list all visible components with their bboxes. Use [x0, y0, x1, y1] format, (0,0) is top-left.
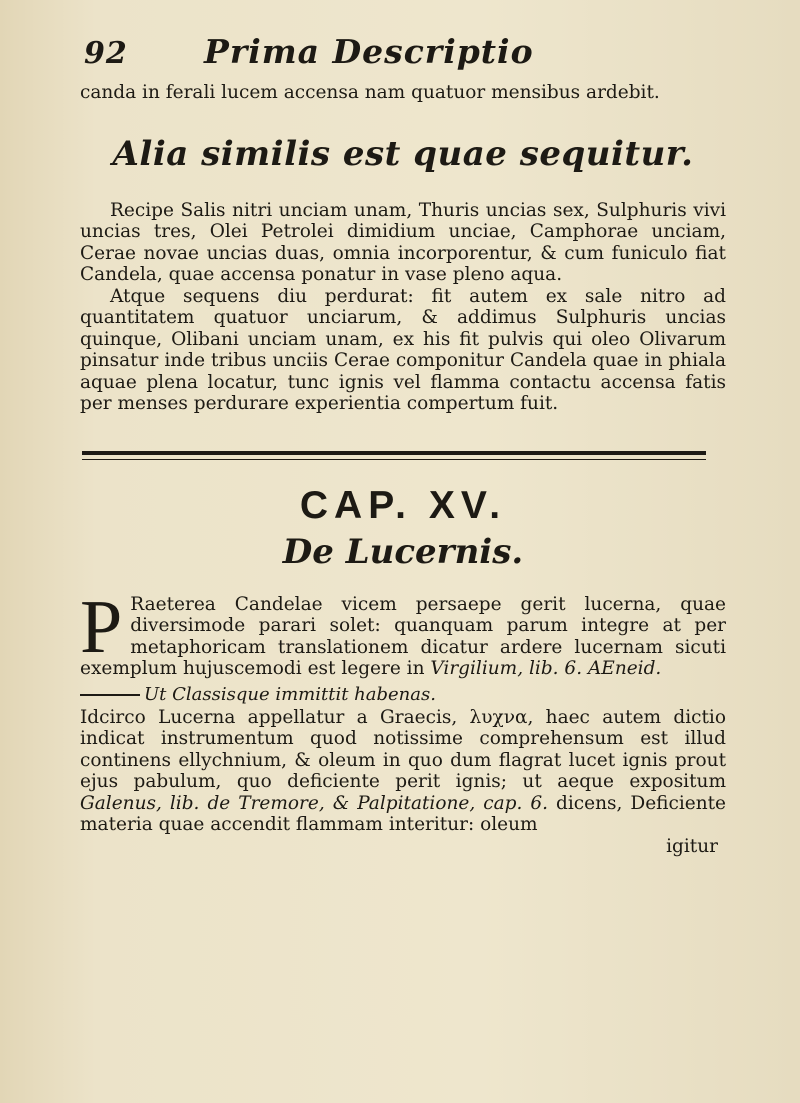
- chapter-rule-thick: [82, 451, 706, 455]
- chapter-title: De Lucernis.: [282, 531, 524, 572]
- verse-text: Ut Classisque immittit habenas.: [144, 683, 436, 705]
- chapter-number: CAP. XV.: [299, 483, 507, 527]
- intro-paragraph: canda in ferali lucem accensa nam quatuor mensibus ardebit.: [80, 82, 660, 103]
- body-paragraph-1-text: Raeterea Candelae vicem persaepe gerit lucerna, quae diversimode parari solet: quanquam parum integre at per metaphoricam translationem dicatur ardere lucernam sicuti exemplum hujuscemodi est legere in: [80, 593, 726, 679]
- verse-dash: [80, 694, 140, 696]
- recipe-paragraph-2: Atque sequens diu perdurat: fit autem ex sale nitro ad quantitatem quatuor unciarum, & addimus Sulphuris uncias quinque, Olibani unciam unam, ex his fit pulvis qui oleo Olivarum pinsatur inde tribus unciis Cerae componitur Candela quae in phiala aquae plena locatur, tunc ignis vel flamma contactu accensa fatis per menses perdurare experientia compertum fuit.: [80, 285, 726, 414]
- running-title: Prima Descriptio: [204, 32, 534, 71]
- subheading: Alia similis est quae sequitur.: [112, 133, 694, 174]
- catchword: igitur: [666, 835, 718, 857]
- body-paragraph-1: [80, 584, 726, 680]
- chapter-rule-thin: [82, 459, 706, 460]
- virgil-reference: Virgilium, lib. 6. AEneid.: [430, 658, 662, 679]
- page-number: 92: [84, 36, 128, 71]
- body-paragraph-2: [80, 707, 726, 836]
- running-head: [84, 32, 726, 82]
- drop-cap: P: [80, 584, 123, 669]
- verse-quotation: [80, 684, 726, 705]
- recipe-paragraph-1: Recipe Salis nitri unciam unam, Thuris uncias sex, Sulphuris vivi uncias tres, Olei Petrolei dimidium unciae, Camphorae unciam, Cerae novae uncias duas, omnia incorporentur, & cum funiculo fiat Candela, quae accensa ponatur in vase pleno aqua.: [80, 199, 726, 285]
- body-paragraph-2-end: dicens, Deficiente materia quae accendit flammam interitur: oleum: [80, 792, 727, 835]
- body-paragraph-2-text: Idcirco Lucerna appellatur a Graecis, λυχνα, haec autem dictio indicat instrumentum quod notissime comprehensum est illud continens ellychnium, & oleum in quo dum flagrat lucet ignis prout ejus pabulum, quo deficiente perit ignis; ut aeque expositum: [80, 706, 726, 792]
- galen-reference: Galenus, lib. de Tremore, & Palpitatione, cap. 6.: [80, 792, 548, 814]
